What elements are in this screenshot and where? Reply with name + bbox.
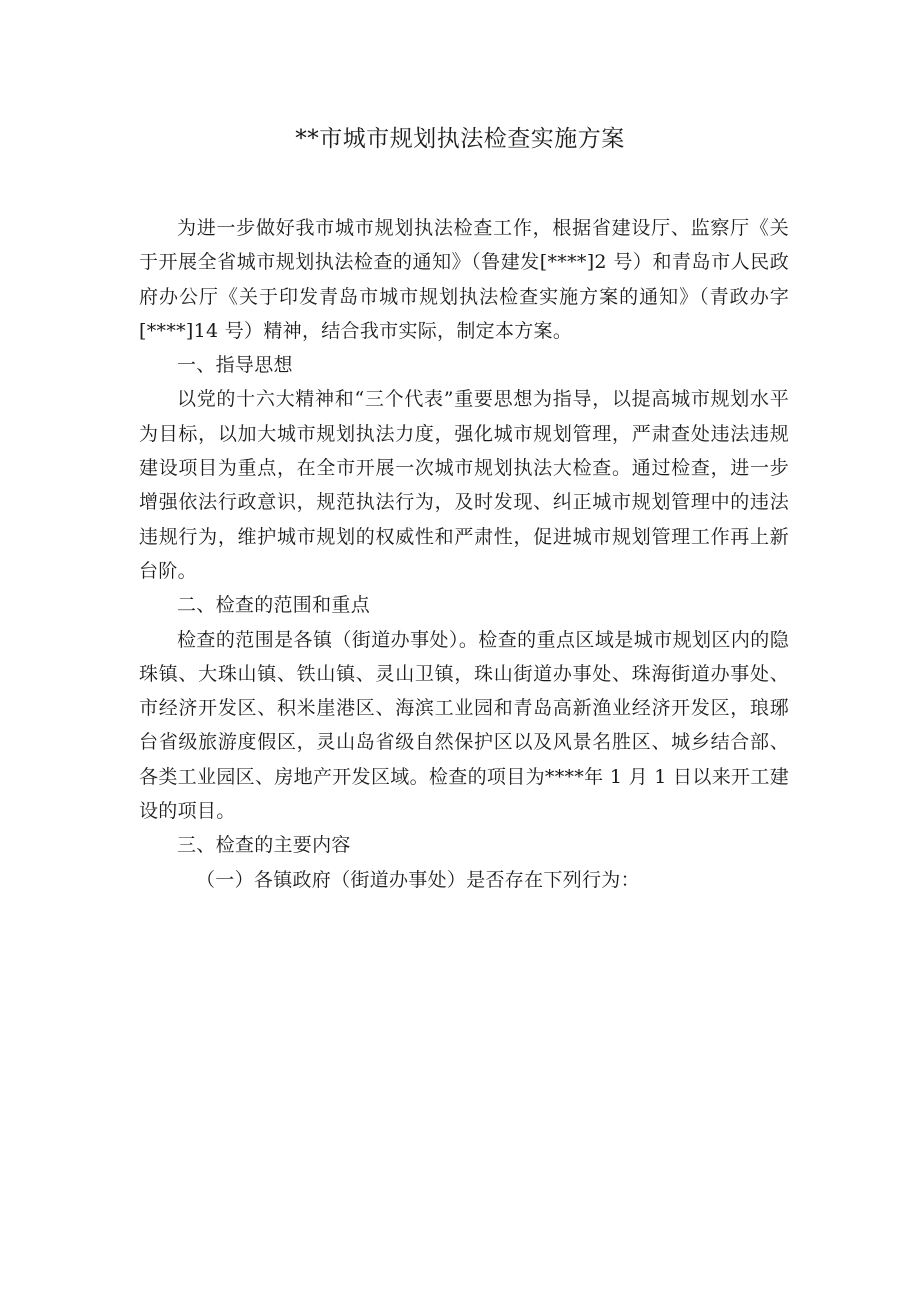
section-heading-scope: 二、检查的范围和重点 (177, 594, 371, 617)
section-heading-guiding-ideology: 一、指导思想 (177, 354, 293, 377)
section-heading-main-content: 三、检查的主要内容 (177, 834, 351, 857)
subsection-heading-town-government: （一）各镇政府（街道办事处）是否存在下列行为： (196, 868, 640, 891)
document-body (139, 211, 789, 897)
section-body-scope: 检查的范围是各镇（街道办事处）。检查的重点区域是城市规划区内的隐珠镇、大珠山镇、铁山镇、灵山卫镇，珠山街道办事处、珠海街道办事处、市经济开发区、积米崖港区、海滨工业园和青岛高新渔业经济开发区，琅琊台省级旅游度假区，灵山岛省级自然保护区以及风景名胜区、城乡结合部、各类工业园区、房地产开发区域。检查的项目为****年 1 月 1 日以来开工建设的项目。 (139, 628, 789, 823)
intro-paragraph: 为进一步做好我市城市规划执法检查工作，根据省建设厅、监察厅《关于开展全省城市规划执法检查的通知》（鲁建发[****]2 号）和青岛市人民政府办公厅《关于印发青岛市城市规划执法检查实施方案的通知》（青政办字[****]14 号）精神，结合我市实际，制定本方案。 (139, 217, 789, 342)
document-title: **市城市规划执法检查实施方案 (295, 126, 625, 152)
section-body-guiding-ideology: 以党的十六大精神和“三个代表”重要思想为指导，以提高城市规划水平为目标，以加大城市规划执法力度，强化城市规划管理，严肃查处违法违规建设项目为重点，在全市开展一次城市规划执法大检查。通过检查，进一步增强依法行政意识，规范执法行为，及时发现、纠正城市规划管理中的违法违规行为，维护城市规划的权威性和严肃性，促进城市规划管理工作再上新台阶。 (139, 388, 789, 582)
